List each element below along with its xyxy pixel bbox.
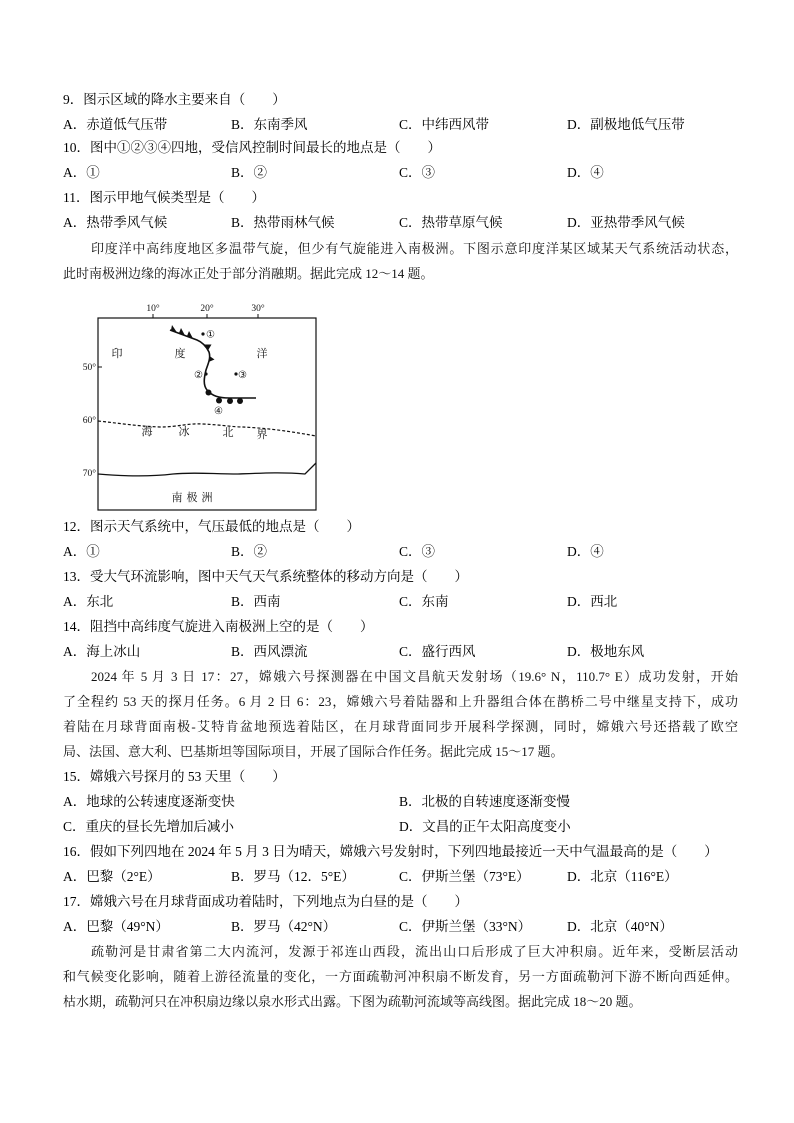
option-a: A．热带季风气候 [63,215,168,230]
point-label-1: ① [206,329,215,341]
option-a: A．东北 [63,594,114,609]
passage-line: 疏勒河是甘肃省第二大内流河，发源于祁连山西段，流出山口后形成了巨大冲积扇。近年来，受断层活动 [91,944,738,959]
antarctica-coastline [98,463,316,476]
question-stem: 12．图示天气系统中，气压最低的地点是（ ） [63,519,360,534]
option-a: A．海上冰山 [63,644,141,659]
lat-label: 50° [82,363,96,373]
question-stem: 15．嫦娥六号探月的 53 天里（ ） [63,769,286,784]
ocean-label: 洋 [256,348,268,360]
question-stem: 11．图示甲地气候类型是（ ） [63,190,265,205]
passage-line: 此时南极洲边缘的海冰正处于部分消融期。据此完成 12～14 题。 [63,266,434,281]
question-stem: 17．嫦娥六号在月球背面成功着陆时，下列地点为白昼的是（ ） [63,894,468,909]
option-d: D．④ [567,544,604,559]
question-stem: 9．图示区域的降水主要来自（ ） [63,92,286,107]
option-d: D．西北 [567,594,618,609]
antarctica-label: 南 [171,492,183,504]
warm-front-semicircle [216,398,222,404]
point-label-4: ④ [214,406,223,417]
passage-line: 了全程约 53 天的探月任务。6 月 2 日 6：23，嫦娥六号着陆器和上升器组合体在鹊桥二号中继星支持下，成功 [63,694,738,709]
option-c: C．重庆的昼长先增加后减小 [63,819,235,834]
lon-label: 20° [200,304,214,314]
point-dot [201,332,204,335]
point-dot [204,372,207,375]
lat-label: 60° [82,416,96,426]
passage-line: 局、法国、意大利、巴基斯坦等国际项目，开展了国际合作任务。据此完成 15～17 题。 [63,744,564,759]
antarctica-label: 极 [186,492,198,504]
option-d: D．北京（116°E） [567,869,678,884]
option-d: D．亚热带季风气候 [567,215,685,230]
sea-ice-label: 北 [222,427,234,439]
ocean-label: 印 [111,348,123,360]
sea-ice-label: 界 [256,429,268,441]
option-c: C．东南 [399,594,449,609]
option-c: C．热带草原气候 [399,215,503,230]
option-b: B．西南 [231,594,281,609]
option-b: B．② [231,544,268,559]
warm-front-semicircle [237,398,243,404]
sea-ice-label: 海 [141,426,153,438]
weather-system-map [73,298,323,514]
question-stem: 16．假如下列四地在 2024 年 5 月 3 日为晴天，嫦娥六号发射时，下列四地最接近一天中气温最高的是（ ） [63,844,718,859]
option-b: B．罗马（42°N） [231,919,337,934]
option-d: D．副极地低气压带 [567,117,685,132]
option-d: D．④ [567,165,604,180]
antarctica-label: 洲 [201,492,213,504]
option-c: C．伊斯兰堡（73°E） [399,869,530,884]
point-label-3: ③ [238,370,247,381]
warm-front-semicircle [227,398,233,404]
passage-line: 2024 年 5 月 3 日 17：27，嫦娥六号探测器在中国文昌航天发射场（19.6° N，110.7° E）成功发射，开始 [91,669,738,684]
option-c: C．③ [399,544,436,559]
sea-ice-label: 冰 [178,426,190,438]
option-a: A．赤道低气压带 [63,117,168,132]
option-c: C．盛行西风 [399,644,476,659]
option-c: C．中纬西风带 [399,117,490,132]
option-a: A．地球的公转速度逐渐变快 [63,794,235,809]
passage-line: 印度洋中高纬度地区多温带气旋，但少有气旋能进入南极洲。下图示意印度洋某区域某天气系统活动状态， [91,241,738,256]
lat-label: 70° [82,469,96,479]
option-d: D．北京（40°N） [567,919,673,934]
option-d: D．文昌的正午太阳高度变小 [399,819,571,834]
option-c: C．③ [399,165,436,180]
lon-label: 10° [146,304,160,314]
option-c: C．伊斯兰堡（33°N） [399,919,532,934]
option-b: B．热带雨林气候 [231,215,335,230]
question-stem: 10．图中①②③④四地，受信风控制时间最长的地点是（ ） [63,140,441,155]
cold-front-triangle [204,345,212,351]
option-b: B．东南季风 [231,117,308,132]
option-a: A．① [63,165,100,180]
cold-front-triangle [209,356,215,362]
passage-line: 枯水期，疏勒河只在冲积扇边缘以泉水形式出露。下图为疏勒河流域等高线图。据此完成 18～20 题。 [63,994,642,1009]
option-a: A．巴黎（49°N） [63,919,169,934]
warm-front-semicircle [206,390,212,396]
option-a: A．① [63,544,100,559]
option-b: B．北极的自转速度逐渐变慢 [399,794,571,809]
question-stem: 13．受大气环流影响，图中天气天气系统整体的移动方向是（ ） [63,569,468,584]
option-b: B．② [231,165,268,180]
ocean-label: 度 [174,348,186,360]
option-d: D．极地东风 [567,644,645,659]
option-a: A．巴黎（2°E） [63,869,161,884]
passage-line: 着陆在月球背面南极-艾特肯盆地预选着陆区，在月球背面同步开展科学探测，同时，嫦娥六号还搭载了欧空 [63,719,738,734]
passage-line: 和气候变化影响，随着上游径流量的变化，一方面疏勒河冲积扇不断发育，另一方面疏勒河下游不断向西延伸。 [63,969,738,984]
option-b: B．西风漂流 [231,644,308,659]
lon-label: 30° [251,304,265,314]
question-stem: 14．阻挡中高纬度气旋进入南极洲上空的是（ ） [63,619,374,634]
point-label-2: ② [194,370,203,381]
sea-ice-boundary-line [98,421,316,436]
option-b: B．罗马（12．5°E） [231,869,355,884]
